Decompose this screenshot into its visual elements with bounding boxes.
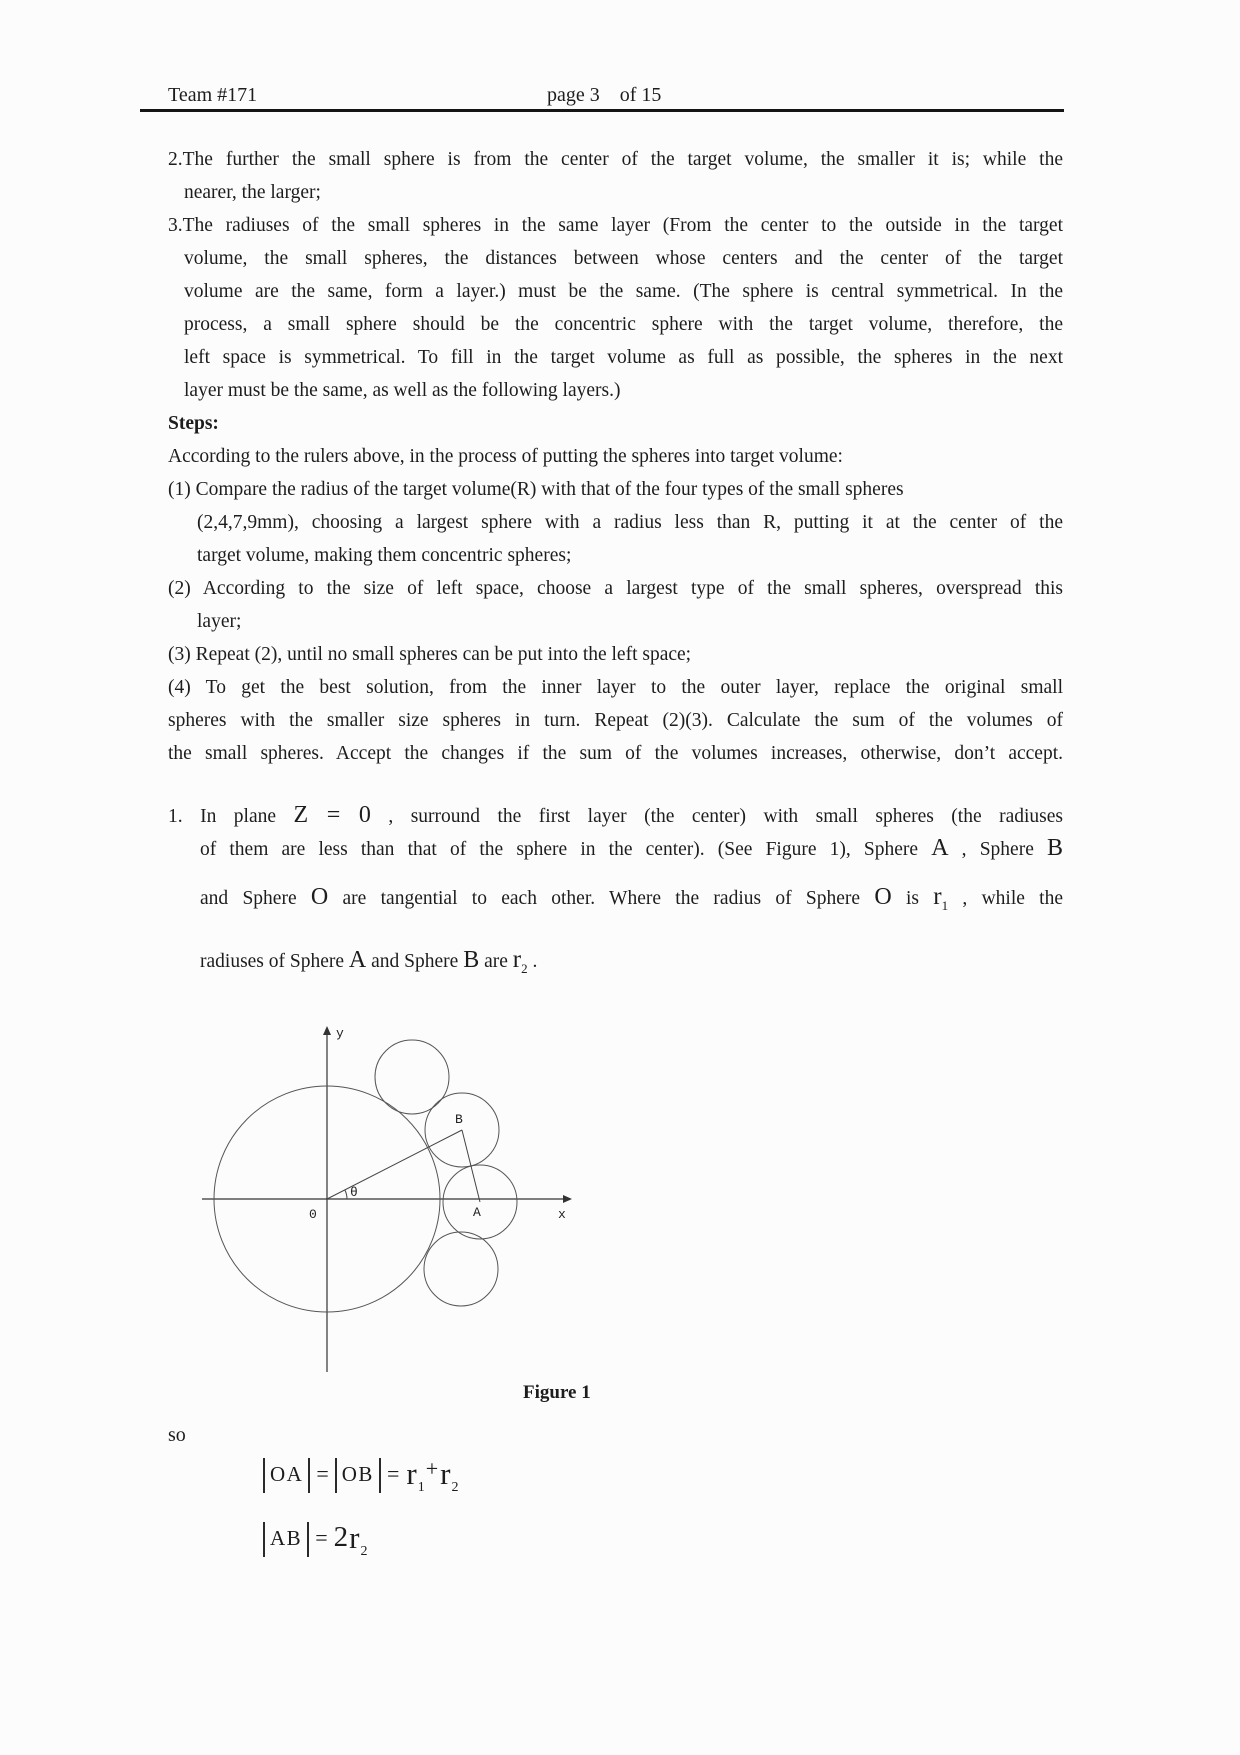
radius-line-2	[462, 1130, 480, 1202]
equations	[263, 1456, 458, 1584]
text-segment: 1. In plane	[168, 806, 294, 827]
equation-token: r	[440, 1456, 451, 1491]
body-text	[168, 143, 1063, 978]
text-segment: layer;	[197, 611, 242, 632]
label-x-axis: x	[558, 1207, 566, 1222]
page-number: page 3 of 15	[547, 84, 662, 106]
text-segment: radiuses of Sphere	[200, 951, 349, 972]
text-line	[168, 506, 1063, 539]
equation-token: =	[315, 1525, 328, 1550]
text-segment: volume are the same, form a layer.) must be the same. (The sphere is central symmetrical. In the	[184, 281, 1063, 302]
text-segment: (1) Compare the radius of the target volume(R) with that of the four types of the small spheres	[168, 479, 904, 500]
x-axis-arrow	[563, 1195, 572, 1203]
text-line	[168, 833, 1063, 866]
math-symbol: 1	[941, 898, 949, 913]
text-line	[168, 800, 1063, 833]
text-segment: and Sphere	[200, 888, 311, 909]
text-segment: (4) To get the best solution, from the inner layer to the outer layer, replace the original small	[168, 677, 1063, 698]
math-symbol: O	[310, 884, 329, 910]
text-segment: , Sphere	[948, 839, 1047, 860]
text-segment: are	[479, 951, 513, 972]
absolute-value-term: AB	[263, 1522, 309, 1557]
text-line	[168, 341, 1063, 374]
text-segment: left space is symmetrical. To fill in the target volume as full as possible, the spheres in the next	[184, 347, 1063, 368]
text-line	[168, 176, 1063, 209]
figure-caption: Figure 1	[523, 1382, 591, 1403]
equation-token: r	[406, 1456, 417, 1491]
text-line	[168, 671, 1063, 704]
math-symbol: O	[874, 884, 892, 910]
label-angle: θ	[350, 1185, 358, 1200]
text-line	[168, 572, 1063, 605]
text-line	[168, 704, 1063, 737]
figure-1	[170, 1015, 590, 1385]
figure-1-diagram	[170, 1015, 590, 1385]
header-rule	[140, 109, 1064, 112]
text-line	[168, 374, 1063, 407]
text-segment: nearer, the larger;	[184, 182, 321, 203]
equation-token: 2	[333, 1521, 349, 1553]
text-segment: spheres with the smaller size spheres in turn. Repeat (2)(3). Calculate the sum of the volumes of	[168, 710, 1063, 731]
text-line	[168, 539, 1063, 572]
text-segment: the small spheres. Accept the changes if the sum of the volumes increases, otherwise, don’t accept.	[168, 743, 1063, 764]
label-sphere-a: A	[473, 1205, 481, 1220]
so-text: so	[168, 1424, 186, 1446]
text-line	[168, 143, 1063, 176]
text-line	[168, 242, 1063, 275]
text-segment: of them are less than that of the sphere in the center). (See Figure 1), Sphere	[200, 839, 932, 860]
text-segment: layer must be the same, as well as the following layers.)	[184, 380, 621, 401]
text-line	[168, 605, 1063, 638]
text-line	[168, 209, 1063, 242]
text-segment: are tangential to each other. Where the radius of Sphere	[328, 888, 875, 909]
text-line	[168, 638, 1063, 671]
absolute-value-term: OB	[335, 1458, 381, 1493]
equation-token: 1	[417, 1480, 425, 1495]
text-line	[168, 945, 1063, 978]
text-segment: is	[891, 888, 934, 909]
text-line	[168, 440, 1063, 473]
label-sphere-b: B	[455, 1112, 463, 1127]
text-segment: (2) According to the size of left space, choose a largest type of the small spheres, overspread this	[168, 578, 1063, 599]
math-symbol: Z = 0	[293, 802, 371, 828]
text-segment: According to the rulers above, in the process of putting the spheres into target volume:	[168, 446, 843, 467]
math-symbol: r	[933, 883, 942, 910]
text-line	[168, 737, 1063, 770]
math-symbol: A	[348, 947, 367, 973]
text-segment: process, a small sphere should be the concentric sphere with the target volume, therefore, the	[184, 314, 1063, 335]
text-segment: , surround the first layer (the center) with small spheres (the radiuses	[370, 806, 1063, 827]
equation-1	[263, 1456, 458, 1500]
text-line	[168, 407, 1063, 440]
text-segment: , while the	[948, 888, 1063, 909]
text-segment: .	[527, 951, 538, 972]
text-segment: Steps:	[168, 413, 219, 434]
equation-2	[263, 1520, 458, 1564]
text-line	[168, 473, 1063, 506]
text-segment: 2.The further the small sphere is from the center of the target volume, the smaller it is; while the	[168, 149, 1063, 170]
equation-token: =	[316, 1461, 329, 1486]
math-symbol: r	[512, 946, 522, 973]
label-y-axis: y	[336, 1026, 344, 1041]
team-label: Team #171	[168, 84, 258, 106]
equation-token: 2	[451, 1480, 459, 1495]
text-line	[168, 308, 1063, 341]
radius-line-1	[327, 1130, 462, 1199]
y-axis-arrow	[323, 1026, 331, 1035]
text-line	[168, 882, 1063, 915]
equation-token: +	[425, 1456, 439, 1481]
text-segment: target volume, making them concentric spheres;	[197, 545, 572, 566]
text-segment: (2,4,7,9mm), choosing a largest sphere with a radius less than R, putting it at the center of the	[197, 512, 1063, 533]
label-origin: 0	[309, 1207, 317, 1222]
equation-token: 2	[360, 1544, 368, 1559]
equation-token: r	[349, 1520, 360, 1555]
math-symbol: 2	[521, 961, 528, 976]
absolute-value-term: OA	[263, 1458, 310, 1493]
equation-token: =	[386, 1461, 400, 1486]
text-segment: 3.The radiuses of the small spheres in the same layer (From the center to the outside in the target	[168, 215, 1063, 236]
text-segment: volume, the small spheres, the distances between whose centers and the center of the target	[184, 248, 1063, 269]
page-header	[168, 84, 1063, 108]
theta-arc	[345, 1190, 347, 1199]
small-sphere-circle-4	[424, 1232, 498, 1306]
text-segment: (3) Repeat (2), until no small spheres can be put into the left space;	[168, 644, 692, 665]
text-segment: and Sphere	[366, 951, 464, 972]
math-symbol: B	[1047, 835, 1064, 861]
math-symbol: B	[463, 947, 480, 973]
math-symbol: A	[931, 835, 949, 861]
small-sphere-circle-1	[375, 1040, 449, 1114]
text-line	[168, 275, 1063, 308]
